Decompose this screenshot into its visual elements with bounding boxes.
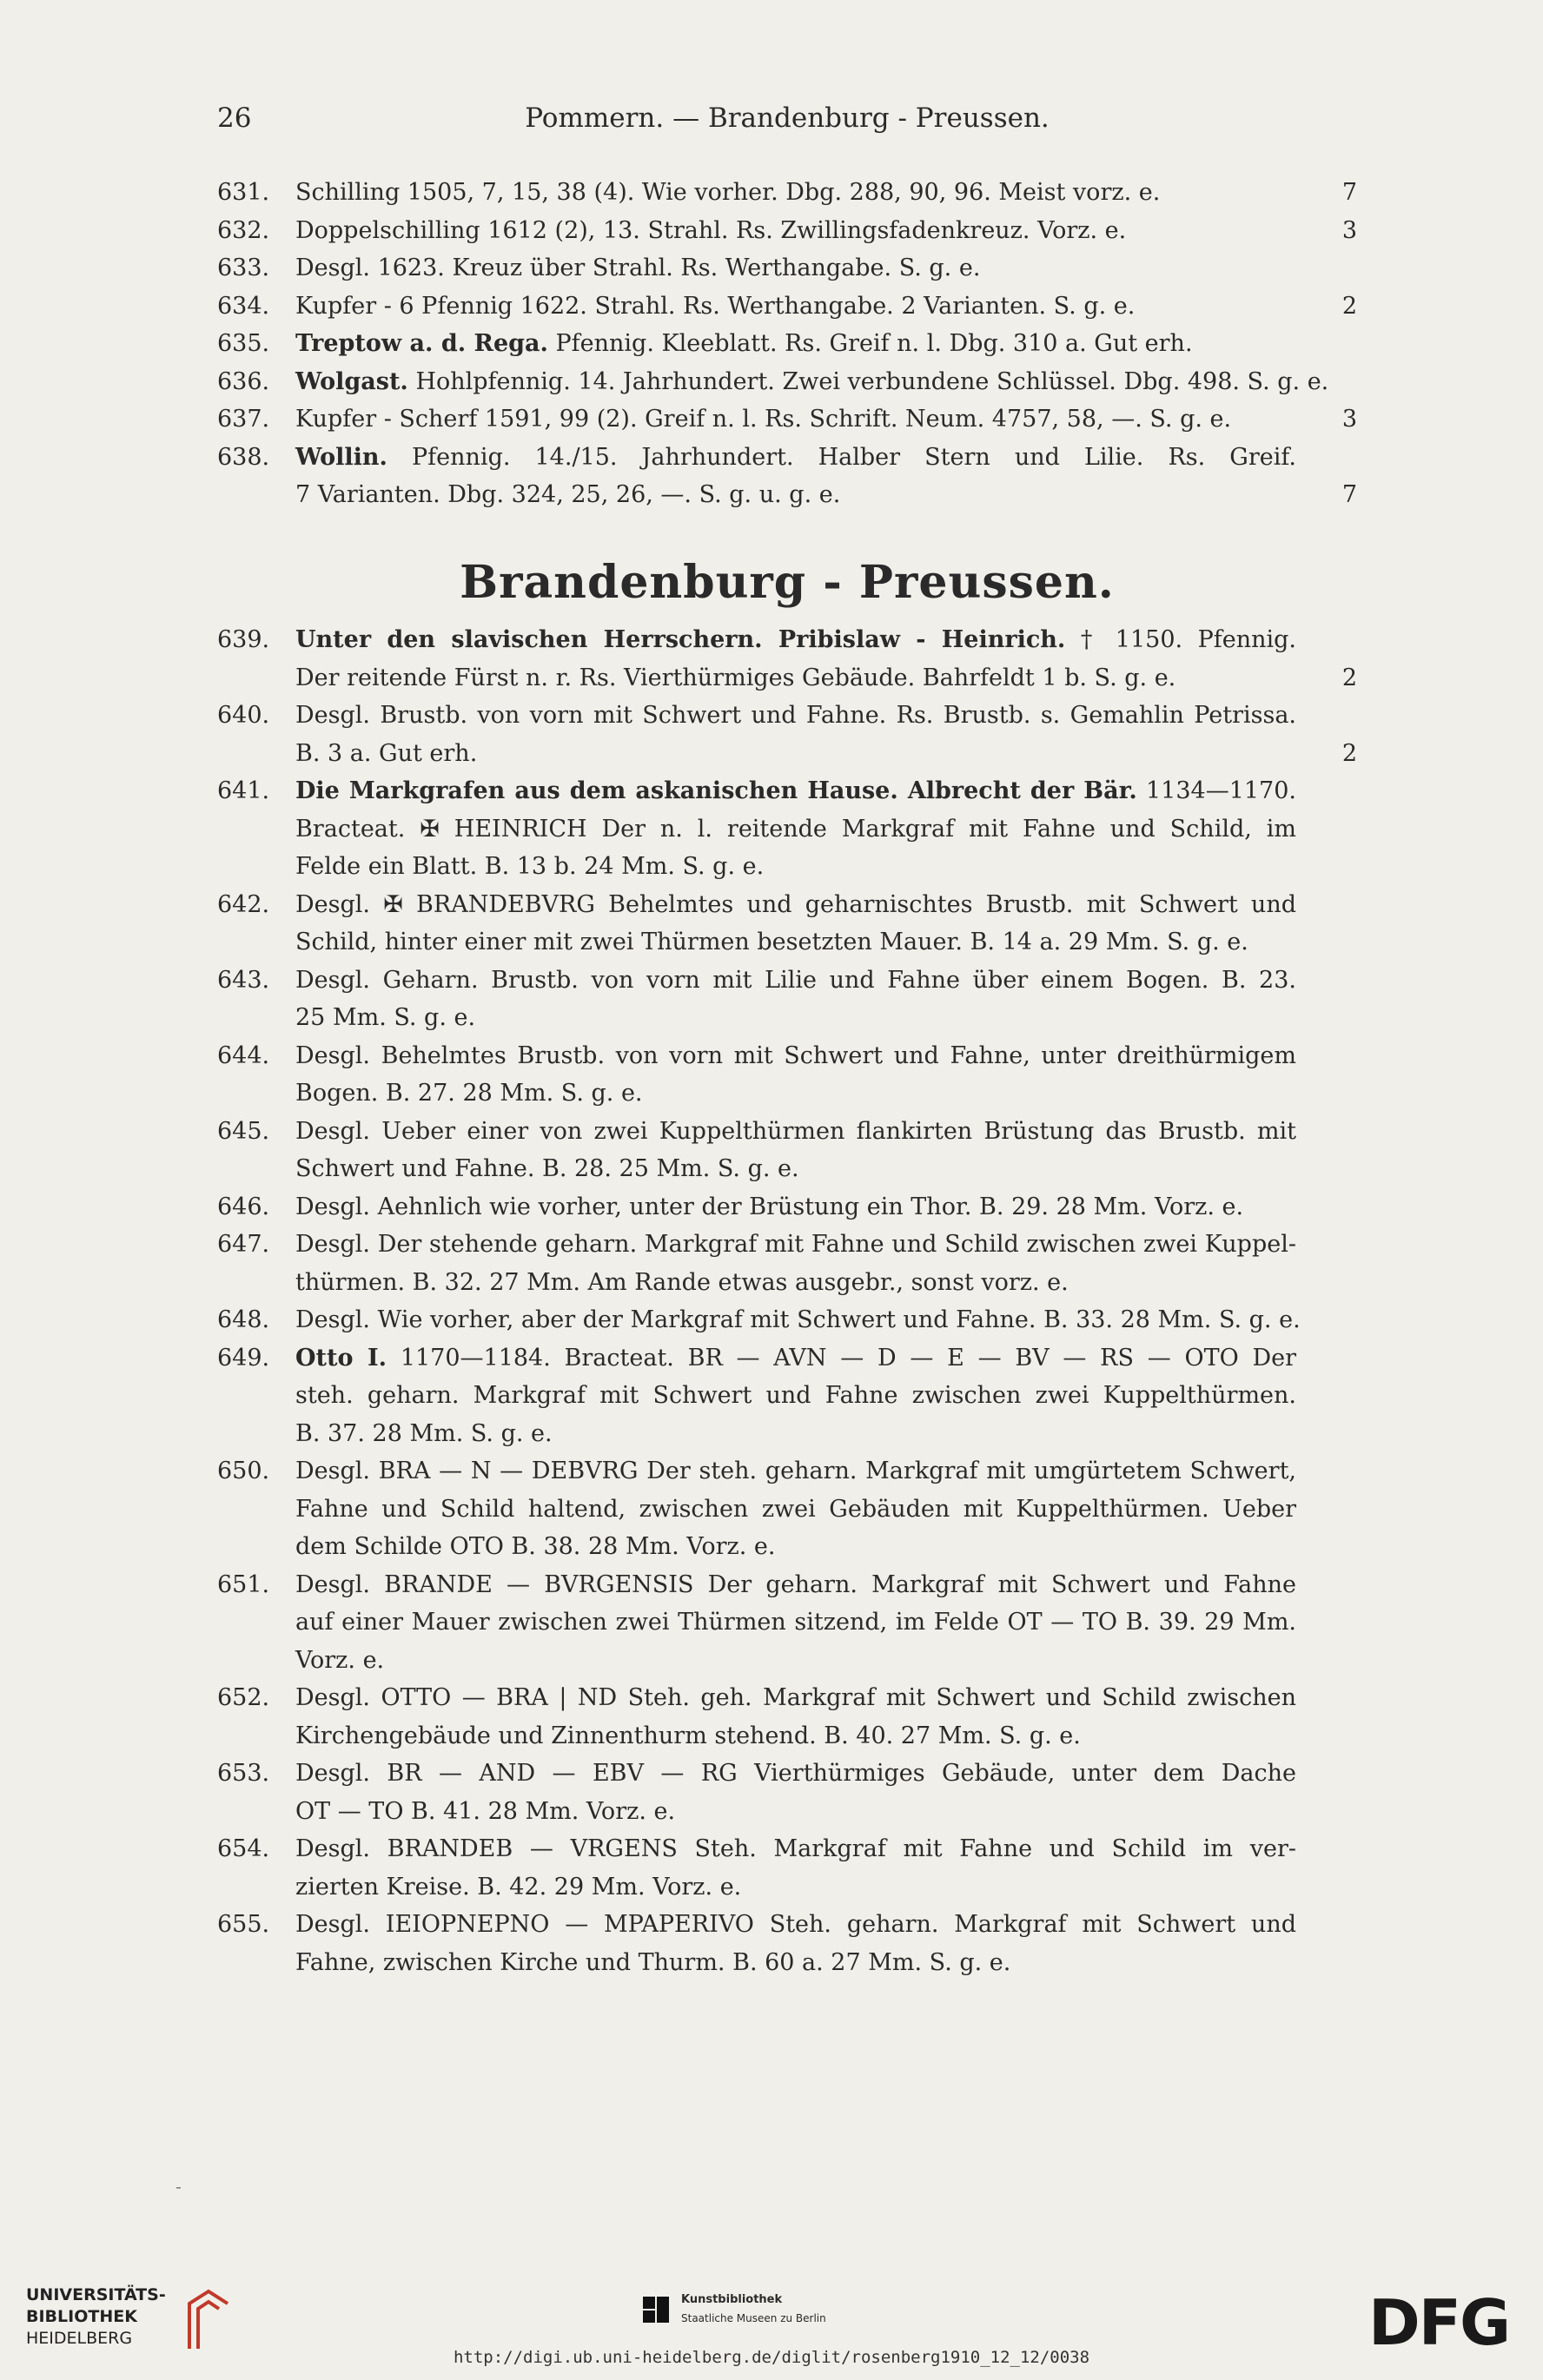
- catalog-entry: [217, 1301, 1357, 1339]
- entry-text: Desgl. BRA — N — DEBVRG Der steh. geharn. Markgraf mit umgürtetem Schwert,: [295, 1458, 1296, 1484]
- entry-text: Fahne und Schild haltend, zwischen zwei Gebäuden mit Kuppelthürmen. Ueber: [295, 1495, 1296, 1523]
- entry-line: [295, 1793, 1296, 1831]
- catalog-entry: [217, 697, 1357, 772]
- kunstbibliothek-logo[interactable]: [643, 2293, 921, 2345]
- entry-number: 642.: [217, 890, 270, 918]
- entry-line: [295, 621, 1296, 659]
- entry-text: B. 37. 28 Mm. S. g. e.: [295, 1419, 553, 1447]
- entry-text: 7 Varianten. Dbg. 324, 25, 26, —. S. g. u. g. e.: [295, 481, 841, 508]
- entry-text: Desgl. 1623. Kreuz über Strahl. Rs. Werthangabe. S. g. e.: [295, 255, 981, 281]
- entry-text: dem Schilde OTO B. 38. 28 Mm. Vorz. e.: [295, 1533, 776, 1560]
- catalog-entry: [217, 1755, 1357, 1830]
- entry-line: [295, 697, 1296, 735]
- catalog-entry: [217, 363, 1357, 401]
- entry-text: Fahne, zwischen Kirche und Thurm. B. 60 a. 27 Mm. S. g. e.: [295, 1948, 1011, 1976]
- entry-line: [295, 923, 1296, 962]
- catalog-entry: [217, 1566, 1357, 1680]
- entry-number: 631.: [217, 179, 270, 206]
- entry-text: Desgl. Ueber einer von zwei Kuppelthürmen flankirten Brüstung das Brustb. mit: [295, 1117, 1296, 1145]
- entry-number: 647.: [217, 1231, 270, 1258]
- entry-text: 25 Mm. S. g. e.: [295, 1004, 476, 1031]
- entry-line: [295, 735, 1296, 773]
- entry-text: Bracteat. ✠ HEINRICH Der n. l. reitende Markgraf mit Fahne und Schild, im: [295, 815, 1296, 843]
- entry-line: [295, 999, 1296, 1037]
- entry-text: Desgl. BRANDE — BVRGENSIS Der geharn. Markgraf mit Schwert und Fahne: [295, 1570, 1296, 1598]
- entry-text: B. 3 a. Gut erh.: [295, 739, 478, 767]
- entry-text: Desgl. Brustb. von vorn mit Schwert und Fahne. Rs. Brustb. s. Gemahlin Petrissa.: [295, 702, 1296, 729]
- library-emblem-icon: [182, 2284, 233, 2354]
- entry-number: 638.: [217, 443, 270, 471]
- entry-text: Desgl. ✠ BRANDEBVRG Behelmtes und geharnischtes Brustb. mit Schwert und: [295, 890, 1296, 918]
- entry-number: 640.: [217, 702, 270, 729]
- entry-line: [295, 1452, 1296, 1491]
- catalog-entry: [217, 249, 1357, 288]
- entry-text: Desgl. Aehnlich wie vorher, unter der Brüstung ein Thor. B. 29. 28 Mm. Vorz. e.: [295, 1193, 1244, 1220]
- permalink-url[interactable]: http://digi.ub.uni-heidelberg.de/diglit/rosenberg1910_12_12/0038: [453, 2348, 1090, 2367]
- running-head: Pommern. — Brandenburg - Preussen.: [525, 102, 1050, 134]
- entry-line: [295, 400, 1296, 439]
- entry-number: 637.: [217, 406, 270, 433]
- entry-number: 646.: [217, 1193, 270, 1220]
- page-number: 26: [217, 102, 252, 134]
- catalog-entry: [217, 1188, 1357, 1226]
- entry-number: 636.: [217, 367, 270, 395]
- entry-price: 2: [1341, 664, 1357, 691]
- entry-price: 2: [1341, 292, 1357, 320]
- entry-line: [295, 325, 1296, 363]
- entry-line: [295, 1830, 1296, 1868]
- catalog-entry: [217, 886, 1357, 962]
- entry-number: 651.: [217, 1570, 270, 1598]
- entry-text: Pfennig. 14./15. Jahrhundert. Halber Stern und Lilie. Rs. Greif.: [412, 443, 1296, 471]
- entry-line: [295, 962, 1296, 1000]
- entry-number: 634.: [217, 292, 270, 320]
- entry-number: 645.: [217, 1117, 270, 1145]
- entry-line: [295, 1566, 1296, 1604]
- entry-text: Schild, hinter einer mit zwei Thürmen besetzten Mauer. B. 14 a. 29 Mm. S. g. e.: [295, 929, 1248, 955]
- entry-lead: Wolgast.: [295, 367, 408, 395]
- entry-text: Hohlpfennig. 14. Jahrhundert. Zwei verbundene Schlüssel. Dbg. 498. S. g. e.: [415, 367, 1329, 395]
- catalog-entry: [217, 174, 1357, 212]
- entry-line: [295, 1944, 1296, 1982]
- entry-text: steh. geharn. Markgraf mit Schwert und Fahne zwischen zwei Kuppelthürmen.: [295, 1382, 1296, 1409]
- catalog-entry: [217, 621, 1357, 697]
- catalog-entry: [217, 439, 1357, 514]
- entry-line: [295, 1037, 1296, 1075]
- catalog-entry: [217, 1037, 1357, 1113]
- entry-line: [295, 476, 1296, 514]
- entry-line: [295, 249, 1296, 288]
- page-header: [217, 102, 1357, 142]
- entry-line: [295, 1755, 1296, 1793]
- catalog-entry: [217, 1679, 1357, 1755]
- catalog-entry: [217, 212, 1357, 250]
- entry-line: [295, 1528, 1296, 1566]
- entry-price: 3: [1341, 406, 1357, 433]
- entry-number: 632.: [217, 216, 270, 244]
- entry-text: Bogen. B. 27. 28 Mm. S. g. e.: [295, 1080, 643, 1107]
- entry-number: 648.: [217, 1306, 270, 1333]
- catalog-entry: [217, 1339, 1357, 1453]
- kunstbibliothek-name: Kunstbibliothek: [681, 2293, 783, 2306]
- entry-line: [295, 1642, 1296, 1680]
- entry-number: 655.: [217, 1911, 270, 1938]
- entry-text: Pfennig. Kleeblatt. Rs. Greif n. l. Dbg. 310 a. Gut erh.: [555, 330, 1193, 357]
- entry-number: 641.: [217, 777, 270, 804]
- entry-price: 7: [1341, 179, 1357, 206]
- entry-text: Desgl. BRANDEB — VRGENS Steh. Markgraf mit Fahne und Schild im ver-: [295, 1835, 1296, 1862]
- entry-price: 3: [1341, 216, 1357, 244]
- entry-text: Doppelschilling 1612 (2), 13. Strahl. Rs. Zwillingsfadenkreuz. Vorz. e.: [295, 216, 1127, 244]
- entry-line: [295, 810, 1296, 849]
- entry-line: [295, 659, 1296, 697]
- entry-line: [295, 1339, 1296, 1378]
- dfg-logo[interactable]: DFG: [1368, 2286, 1510, 2359]
- entry-lead: Treptow a. d. Rega.: [295, 330, 548, 357]
- entry-price: 7: [1341, 481, 1357, 508]
- library-name-line1: UNIVERSITÄTS-: [26, 2285, 166, 2304]
- entry-text: Schilling 1505, 7, 15, 38 (4). Wie vorher. Dbg. 288, 90, 96. Meist vorz. e.: [295, 179, 1161, 206]
- entry-text: Desgl. IEIOPNEPNO — MPAPERIVO Steh. geharn. Markgraf mit Schwert und: [295, 1911, 1296, 1938]
- catalog-entry: [217, 1830, 1357, 1906]
- entry-line: [295, 1150, 1296, 1188]
- entry-line: [295, 1717, 1296, 1755]
- catalog-entry: [217, 400, 1357, 439]
- entry-number: 639.: [217, 626, 270, 653]
- library-name-line2: BIBLIOTHEK: [26, 2307, 137, 2326]
- catalog-entry: [217, 325, 1357, 363]
- entry-lead: Wollin.: [295, 443, 387, 471]
- entry-text: Kupfer - 6 Pfennig 1622. Strahl. Rs. Werthangabe. 2 Varianten. S. g. e.: [295, 292, 1136, 320]
- entry-number: 654.: [217, 1835, 270, 1862]
- entry-text: Desgl. Geharn. Brustb. von vorn mit Lilie und Fahne über einem Bogen. B. 23.: [295, 966, 1296, 994]
- entry-line: [295, 1906, 1296, 1944]
- entry-number: 652.: [217, 1684, 270, 1711]
- entry-lead: Otto I.: [295, 1344, 387, 1372]
- entry-line: [295, 1415, 1296, 1453]
- museum-name: Staatliche Museen zu Berlin: [681, 2312, 826, 2324]
- catalog-entry: [217, 1226, 1357, 1301]
- entry-number: 653.: [217, 1760, 270, 1787]
- catalog-entry: [217, 1113, 1357, 1188]
- entry-line: [295, 1301, 1301, 1339]
- entry-line: [295, 1188, 1296, 1226]
- entry-text: OT — TO B. 41. 28 Mm. Vorz. e.: [295, 1797, 676, 1825]
- entry-line: [295, 174, 1296, 212]
- entry-price: 2: [1341, 739, 1357, 767]
- entry-number: 643.: [217, 966, 270, 994]
- margin-mark: -: [175, 2176, 182, 2197]
- entry-line: [295, 288, 1296, 326]
- catalog-entries-pommern: [217, 174, 1357, 514]
- entry-text: Schwert und Fahne. B. 28. 25 Mm. S. g. e.: [295, 1155, 799, 1182]
- entry-text: Vorz. e.: [295, 1646, 385, 1674]
- entry-text: Kupfer - Scherf 1591, 99 (2). Greif n. l. Rs. Schrift. Neum. 4757, 58, —. S. g. e.: [295, 406, 1232, 433]
- entry-line: [295, 1868, 1296, 1907]
- catalog-entry: [217, 1906, 1357, 1981]
- entry-text: Felde ein Blatt. B. 13 b. 24 Mm. S. g. e.: [295, 853, 765, 880]
- entry-text: Desgl. Der stehende geharn. Markgraf mit Fahne und Schild zwischen zwei Kuppel-: [295, 1231, 1296, 1258]
- entry-lead: Die Markgrafen aus dem askanischen Hause. Albrecht der Bär.: [295, 777, 1137, 804]
- entry-text: Desgl. BR — AND — EBV — RG Vierthürmiges Gebäude, unter dem Dache: [295, 1760, 1296, 1787]
- entry-text: † 1150. Pfennig.: [1080, 626, 1296, 653]
- entry-line: [295, 886, 1296, 924]
- section-heading: Brandenburg - Preussen.: [460, 556, 1115, 609]
- entry-number: 635.: [217, 330, 270, 357]
- entry-line: [295, 1264, 1296, 1302]
- entry-text: Desgl. Wie vorher, aber der Markgraf mit Schwert und Fahne. B. 33. 28 Mm. S. g. e.: [295, 1306, 1301, 1333]
- entry-line: [295, 1074, 1296, 1113]
- entry-number: 644.: [217, 1041, 270, 1069]
- entry-line: [295, 212, 1296, 250]
- entry-line: [295, 1377, 1296, 1415]
- entry-line: [295, 1679, 1296, 1717]
- entry-text: 1170—1184. Bracteat. BR — AVN — D — E — BV — RS — OTO Der: [400, 1344, 1296, 1372]
- entry-number: 650.: [217, 1458, 270, 1484]
- catalog-entries-brandenburg: [217, 621, 1357, 1981]
- catalog-entry: [217, 1452, 1357, 1566]
- entry-text: thürmen. B. 32. 27 Mm. Am Rande etwas ausgebr., sonst vorz. e.: [295, 1268, 1069, 1296]
- entry-lead: Unter den slavischen Herrschern. Pribislaw - Heinrich.: [295, 626, 1066, 653]
- entry-line: [295, 1603, 1296, 1642]
- entry-line: [295, 772, 1296, 810]
- catalog-entry: [217, 962, 1357, 1037]
- entry-line: [295, 1226, 1296, 1264]
- entry-line: [295, 848, 1296, 886]
- entry-line: [295, 1491, 1296, 1529]
- catalog-entry: [217, 288, 1357, 326]
- entry-text: auf einer Mauer zwischen zwei Thürmen sitzend, im Felde OT — TO B. 39. 29 Mm.: [295, 1609, 1296, 1636]
- entry-line: [295, 363, 1329, 401]
- kunstbibliothek-mark-icon: [643, 2297, 672, 2326]
- entry-text: Der reitende Fürst n. r. Rs. Vierthürmiges Gebäude. Bahrfeldt 1 b. S. g. e.: [295, 664, 1176, 691]
- entry-number: 649.: [217, 1344, 270, 1372]
- entry-text: Desgl. OTTO — BRA | ND Steh. geh. Markgraf mit Schwert und Schild zwischen: [295, 1684, 1296, 1711]
- entry-line: [295, 1113, 1296, 1151]
- entry-text: Kirchengebäude und Zinnenthurm stehend. B. 40. 27 Mm. S. g. e.: [295, 1722, 1081, 1749]
- entry-number: 633.: [217, 255, 270, 281]
- entry-text: zierten Kreise. B. 42. 29 Mm. Vorz. e.: [295, 1873, 742, 1901]
- catalog-entry: [217, 772, 1357, 886]
- entry-line: [295, 439, 1296, 477]
- entry-text: 1134—1170.: [1145, 777, 1296, 804]
- library-name-line3: HEIDELBERG: [26, 2329, 133, 2348]
- entry-text: Desgl. Behelmtes Brustb. von vorn mit Schwert und Fahne, unter dreithürmigem: [295, 1041, 1296, 1069]
